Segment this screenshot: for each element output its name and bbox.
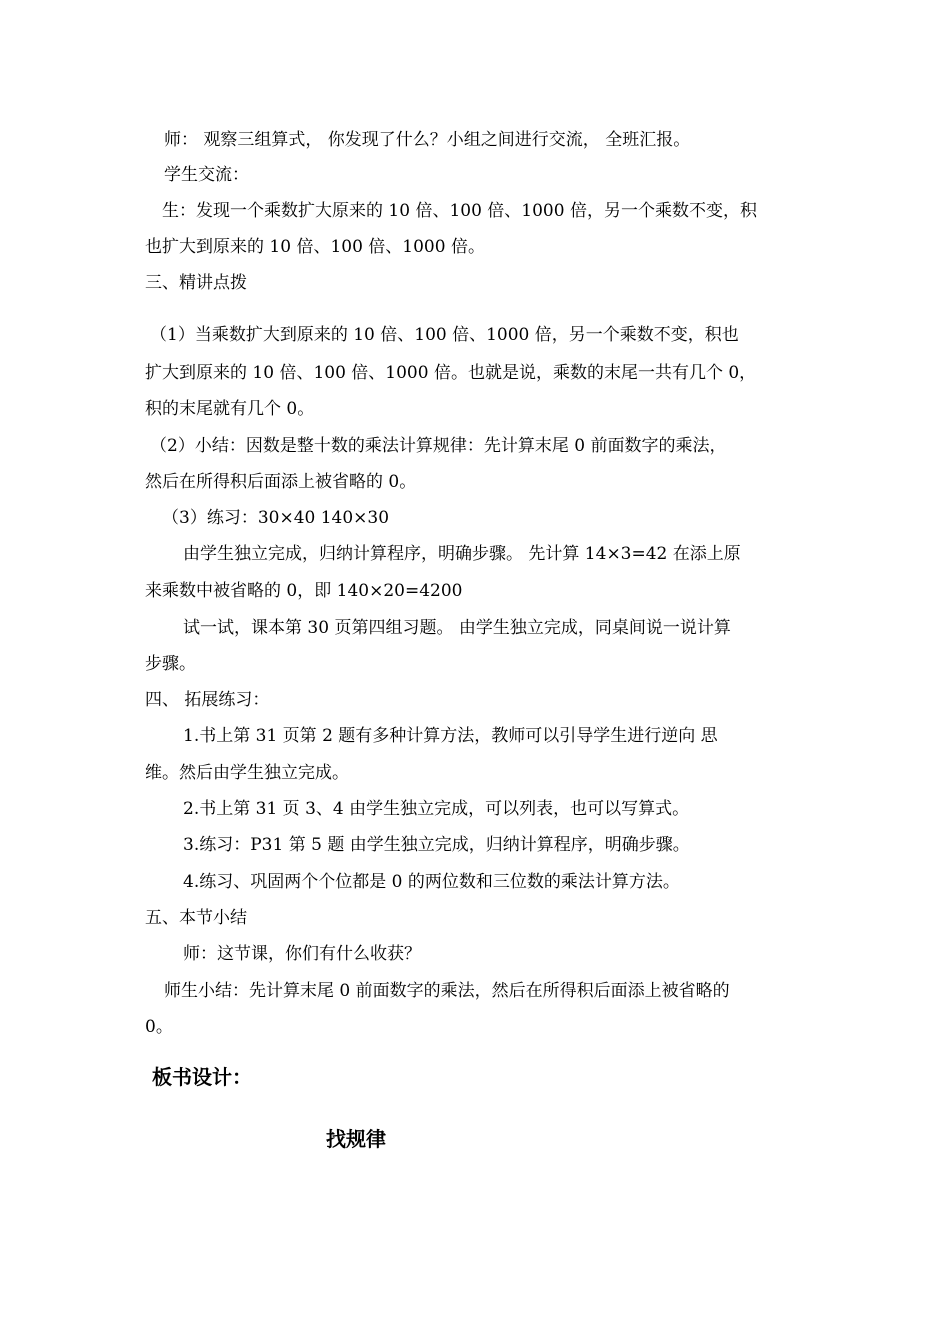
text-line: 师生小结：先计算末尾 0 前面数字的乘法，然后在所得积后面添上被省略的 xyxy=(164,981,730,1001)
text-line: 师：这节课，你们有什么收获？ xyxy=(183,944,421,964)
board-design-heading: 板书设计： xyxy=(152,1065,252,1089)
text-line: 生：发现一个乘数扩大原来的 10 倍、100 倍、1000 倍，另一个乘数不变，积 xyxy=(162,201,757,221)
section-heading: 三、精讲点拨 xyxy=(145,273,247,293)
text-line: 试一试，课本第 30 页第四组习题。 由学生独立完成，同桌间说一说计算 xyxy=(183,618,731,638)
text-line: 维。然后由学生独立完成。 xyxy=(145,763,349,783)
text-line: 1.书上第 31 页第 2 题有多种计算方法，教师可以引导学生进行逆向 思 xyxy=(183,726,718,746)
text-line: 4.练习、巩固两个个位都是 0 的两位数和三位数的乘法计算方法。 xyxy=(183,872,680,892)
text-line: 师： 观察三组算式， 你发现了什么？小组之间进行交流， 全班汇报。 xyxy=(164,130,691,150)
text-line: （2）小结：因数是整十数的乘法计算规律：先计算末尾 0 前面数字的乘法， xyxy=(150,436,727,456)
text-line: 学生交流： xyxy=(164,165,249,185)
text-line: （1）当乘数扩大到原来的 10 倍、100 倍、1000 倍，另一个乘数不变，积也 xyxy=(150,325,739,345)
text-line: 积的末尾就有几个 0。 xyxy=(145,399,315,419)
text-line: 来乘数中被省略的 0，即 140×20=4200 xyxy=(145,581,463,601)
text-line: 0。 xyxy=(145,1017,173,1037)
text-line: 由学生独立完成，归纳计算程序，明确步骤。 先计算 14×3=42 在添上原 xyxy=(183,544,741,564)
text-line: 也扩大到原来的 10 倍、100 倍、1000 倍。 xyxy=(145,237,485,257)
text-line: 2.书上第 31 页 3、4 由学生独立完成，可以列表，也可以写算式。 xyxy=(183,799,690,819)
section-heading: 四、 拓展练习： xyxy=(145,690,270,710)
section-heading: 五、本节小结 xyxy=(145,908,247,928)
text-line: 3.练习：P31 第 5 题 由学生独立完成，归纳计算程序，明确步骤。 xyxy=(183,835,690,855)
board-topic-title: 找规律 xyxy=(326,1127,386,1151)
text-line: 扩大到原来的 10 倍、100 倍、1000 倍。也就是说，乘数的末尾一共有几个 0， xyxy=(145,363,757,383)
text-line: 然后在所得积后面添上被省略的 0。 xyxy=(145,472,417,492)
text-line: （3）练习：30×40 140×30 xyxy=(162,508,390,528)
text-line: 步骤。 xyxy=(145,654,196,674)
